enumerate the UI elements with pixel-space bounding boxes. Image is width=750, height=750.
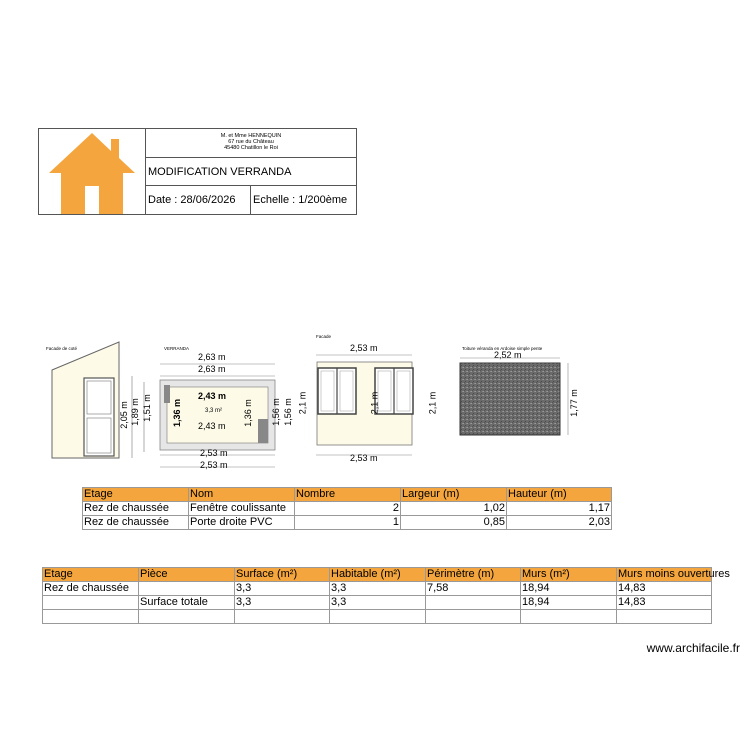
plan-bottom-dim-1: 2,53 m	[200, 448, 228, 458]
roof-label: Toiture véranda en Ardoise simple pente	[462, 346, 543, 351]
openings-header-cell: Nom	[189, 488, 295, 502]
client-city: 45480 Chatillon le Roi	[224, 145, 278, 151]
project-title: MODIFICATION VERRANDA	[146, 158, 356, 186]
roof-top-dim: 2,52 m	[494, 350, 522, 360]
table-cell	[521, 610, 617, 624]
plan-inner-top-dim: 2,43 m	[198, 391, 227, 401]
date-field: Date : 28/06/2026	[146, 186, 251, 214]
table-cell: Surface totale	[139, 596, 235, 610]
table-cell: 1	[295, 516, 401, 530]
plan-left-dim: 1,36 m	[172, 398, 183, 428]
table-cell: 18,94	[521, 596, 617, 610]
table-cell: Rez de chaussée	[83, 502, 189, 516]
plan-top-dim-1: 2,63 m	[198, 352, 226, 362]
table-cell: Rez de chaussée	[43, 582, 139, 596]
rooms-header-cell: Pièce	[139, 568, 235, 582]
floor-plan-label: VERRANDA	[164, 346, 190, 351]
table-cell: 14,83	[617, 596, 712, 610]
table-row	[43, 582, 712, 596]
rooms-table	[42, 567, 730, 624]
rooms-header-cell: Habitable (m²)	[330, 568, 426, 582]
table-cell: 7,58	[426, 582, 521, 596]
table-cell: Rez de chaussée	[83, 516, 189, 530]
scale-field: Echelle : 1/200ème	[253, 194, 348, 206]
openings-header-cell: Largeur (m)	[401, 488, 507, 502]
openings-header-row	[83, 488, 612, 502]
front-mid-dim: 2,1 m	[369, 391, 380, 415]
plan-inner-right-dim: 1,36 m	[242, 399, 253, 427]
openings-header-cell: Nombre	[295, 488, 401, 502]
room-area: 3,3 m²	[205, 408, 223, 414]
table-cell: 14,83	[617, 582, 712, 596]
table-cell: Porte droite PVC	[189, 516, 295, 530]
table-cell	[235, 610, 330, 624]
table-cell: 2	[295, 502, 401, 516]
plan-right-dim-1: 1,56 m	[270, 398, 281, 426]
table-cell	[43, 596, 139, 610]
side-dim-2: 1,89 m	[129, 398, 140, 426]
front-left-dim: 2,1 m	[297, 391, 308, 415]
front-bottom-dim: 2,53 m	[350, 453, 378, 463]
rooms-header-cell: Murs moins ouvertures	[618, 568, 730, 580]
rooms-header-cell: Périmètre (m)	[426, 568, 521, 582]
table-cell	[426, 610, 521, 624]
plan-bottom-dim-2: 2,53 m	[200, 460, 228, 470]
roof-drawing	[455, 355, 585, 445]
table-cell: 0,85	[401, 516, 507, 530]
table-cell: 3,3	[330, 596, 426, 610]
client-address	[146, 129, 356, 158]
rooms-header-cell: Etage	[43, 568, 139, 582]
table-cell	[43, 610, 139, 624]
table-row	[43, 610, 712, 624]
plan-inner-bottom-dim: 2,43 m	[198, 421, 226, 431]
title-block	[38, 128, 357, 215]
rooms-header-row	[43, 568, 712, 582]
openings-header-cell: Hauteur (m)	[507, 488, 612, 502]
table-cell: 18,94	[521, 582, 617, 596]
plan-right-dim-2: 1,56 m	[282, 398, 293, 426]
house-logo-icon	[39, 129, 146, 214]
table-cell	[617, 610, 712, 624]
table-cell: Fenêtre coulissante	[189, 502, 295, 516]
logo-cell	[39, 129, 146, 214]
front-top-dim: 2,53 m	[350, 343, 378, 353]
openings-table	[82, 487, 612, 530]
roof-right-dim: 1,77 m	[568, 389, 579, 417]
table-row	[83, 502, 612, 516]
table-cell	[139, 582, 235, 596]
rooms-header-cell: Surface (m²)	[235, 568, 330, 582]
side-facade-label: Facade de coté	[46, 346, 78, 351]
table-cell: 3,3	[330, 582, 426, 596]
table-cell: 2,03	[507, 516, 612, 530]
table-cell	[330, 610, 426, 624]
openings-header-cell: Etage	[83, 488, 189, 502]
table-row	[43, 596, 712, 610]
client-street: 67 rue du Château	[228, 139, 274, 145]
table-cell	[139, 610, 235, 624]
table-cell	[426, 596, 521, 610]
side-dim-1: 2,05 m	[118, 401, 129, 429]
rooms-header-cell: Murs (m²)	[521, 568, 617, 582]
front-facade-label: Facade	[316, 334, 332, 339]
front-right-dim: 2,1 m	[427, 391, 438, 415]
plan-top-dim-2: 2,63 m	[198, 364, 226, 374]
side-dim-3: 1,51 m	[141, 394, 152, 422]
table-cell: 3,3	[235, 582, 330, 596]
table-cell: 1,02	[401, 502, 507, 516]
watermark-link[interactable]: www.archifacile.fr	[646, 641, 740, 655]
table-cell: 3,3	[235, 596, 330, 610]
client-name: M. et Mme HENNEQUIN	[220, 133, 282, 139]
table-row	[83, 516, 612, 530]
table-cell: 1,17	[507, 502, 612, 516]
